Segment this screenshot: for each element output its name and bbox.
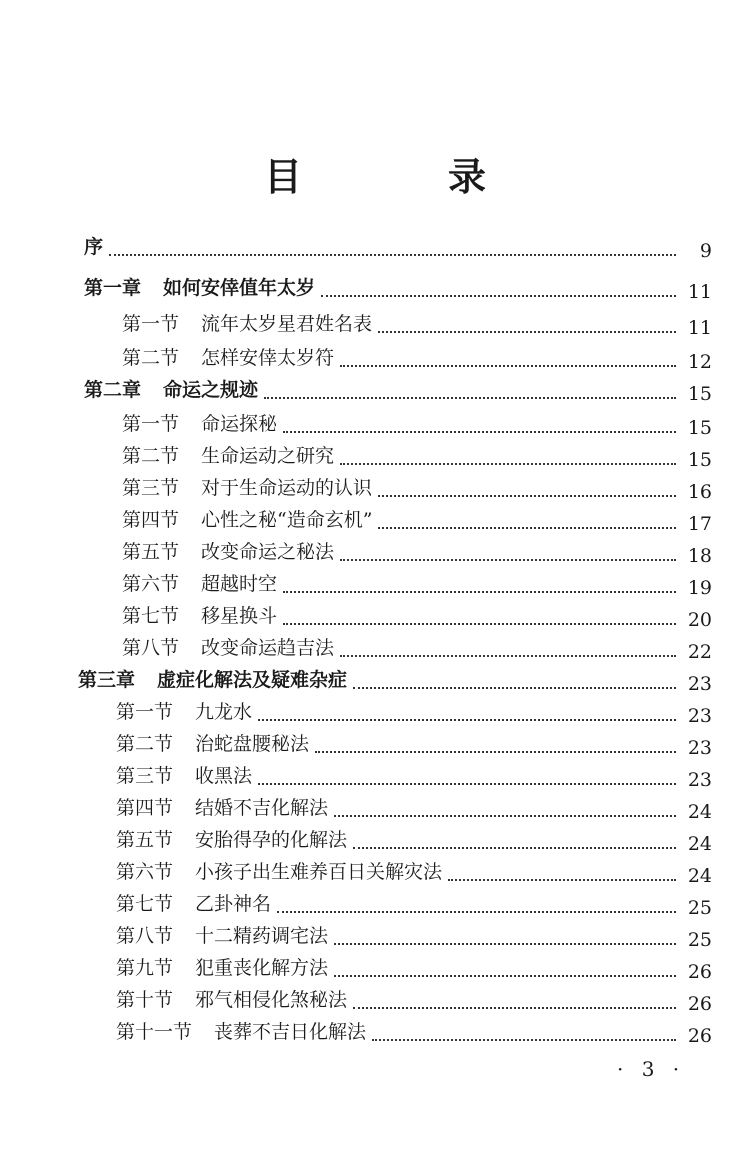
dot-leader bbox=[378, 475, 676, 497]
dot-leader bbox=[277, 891, 676, 913]
toc-section-row bbox=[0, 343, 750, 375]
toc-page-number: 24 bbox=[687, 865, 712, 887]
toc-page-number: 15 bbox=[687, 449, 712, 471]
toc-page-number: 23 bbox=[687, 705, 712, 727]
toc-entry-title: 生命运动之研究 bbox=[201, 445, 335, 467]
toc-section-row bbox=[0, 505, 750, 537]
toc-entry-label bbox=[116, 793, 332, 820]
toc-entry-title: 改变命运之秘法 bbox=[201, 541, 335, 563]
toc-entry-title: 乙卦神名 bbox=[195, 893, 272, 915]
toc-section-row bbox=[0, 793, 750, 825]
toc-entry-label bbox=[116, 1017, 370, 1044]
toc-entry-title: 结婚不吉化解法 bbox=[195, 797, 329, 819]
toc-entry-title: 命运之规迹 bbox=[163, 379, 259, 401]
toc-entry-label bbox=[116, 985, 351, 1012]
toc-entry-title: 安胎得孕的化解法 bbox=[195, 829, 348, 851]
toc-entry-number: 第五节 bbox=[116, 829, 174, 851]
toc-page-number: 15 bbox=[687, 383, 712, 405]
toc-chapter-row bbox=[0, 665, 750, 697]
toc-entry-number: 第九节 bbox=[116, 957, 174, 979]
toc-entry-title: 九龙水 bbox=[195, 701, 253, 723]
dot-leader bbox=[283, 411, 676, 433]
toc-entry-number: 第八节 bbox=[122, 637, 180, 659]
toc-section-row bbox=[0, 953, 750, 985]
toc-entry-label bbox=[122, 537, 338, 564]
toc-entry-number: 第五节 bbox=[122, 541, 180, 563]
dot-leader bbox=[378, 311, 676, 333]
toc-entry-label bbox=[84, 375, 262, 402]
toc-entry-label bbox=[116, 953, 332, 980]
toc-entry-label bbox=[122, 343, 338, 370]
toc-entry-title: 对于生命运动的认识 bbox=[201, 477, 373, 499]
toc-section-row bbox=[0, 441, 750, 473]
toc-entry-title: 丧葬不吉日化解法 bbox=[214, 1021, 367, 1043]
toc-entry-number: 序 bbox=[84, 236, 104, 258]
toc-entry-label bbox=[116, 697, 256, 724]
toc-page-number: 22 bbox=[687, 641, 712, 663]
toc-section-row bbox=[0, 473, 750, 505]
toc-page-number: 19 bbox=[687, 577, 712, 599]
toc-entry-number: 第四节 bbox=[116, 797, 174, 819]
dot-leader bbox=[109, 234, 676, 256]
toc-section-row bbox=[0, 825, 750, 857]
toc-page-number: 26 bbox=[687, 961, 712, 983]
toc-entry-number: 第二章 bbox=[84, 379, 142, 401]
toc-section-row bbox=[0, 1017, 750, 1049]
dot-leader bbox=[378, 507, 676, 529]
toc-entry-title: 超越时空 bbox=[201, 573, 278, 595]
toc-section-row bbox=[0, 889, 750, 921]
toc-section-row bbox=[0, 569, 750, 601]
toc-page-number: 11 bbox=[687, 281, 712, 303]
toc-entry-number: 第一节 bbox=[116, 701, 174, 723]
toc-entry-number: 第二节 bbox=[122, 445, 180, 467]
toc-entry-number: 第三章 bbox=[78, 669, 136, 691]
toc-entry-title: 十二精药调宅法 bbox=[195, 925, 329, 947]
toc-entry-title: 如何安倖值年太岁 bbox=[163, 277, 316, 299]
toc-entry-label bbox=[116, 921, 332, 948]
dot-leader bbox=[264, 377, 676, 399]
toc-entry-label bbox=[84, 273, 319, 300]
toc-page-number: 11 bbox=[687, 317, 712, 339]
toc-section-row bbox=[0, 537, 750, 569]
toc-entry-title: 流年太岁星君姓名表 bbox=[201, 313, 373, 335]
dot-leader bbox=[321, 275, 676, 297]
toc-page-number: 25 bbox=[687, 897, 712, 919]
toc-entry-number: 第四节 bbox=[122, 509, 180, 531]
toc-entry-number: 第三节 bbox=[116, 765, 174, 787]
toc-entry-number: 第一章 bbox=[84, 277, 142, 299]
toc-entry-label bbox=[122, 505, 376, 532]
dot-leader bbox=[353, 987, 676, 1009]
toc-section-row bbox=[0, 633, 750, 665]
dot-leader bbox=[315, 731, 676, 753]
toc-chapter-row bbox=[0, 273, 750, 305]
toc-section-row bbox=[0, 601, 750, 633]
toc-entry-label bbox=[116, 729, 313, 756]
toc-entry-number: 第六节 bbox=[116, 861, 174, 883]
toc-section-row bbox=[0, 309, 750, 341]
dot-leader bbox=[283, 571, 676, 593]
toc-entry-title: 改变命运趋吉法 bbox=[201, 637, 335, 659]
dot-leader bbox=[283, 603, 676, 625]
toc-entry-label bbox=[78, 665, 351, 692]
dot-leader bbox=[372, 1019, 676, 1041]
toc-page-number: 12 bbox=[687, 351, 712, 373]
toc-section-row bbox=[0, 921, 750, 953]
dot-leader bbox=[334, 923, 676, 945]
dot-leader bbox=[353, 827, 676, 849]
toc-section-row bbox=[0, 857, 750, 889]
dot-leader bbox=[258, 763, 676, 785]
dot-leader bbox=[334, 795, 676, 817]
toc-section-row bbox=[0, 697, 750, 729]
toc-entry-number: 第一节 bbox=[122, 313, 180, 335]
toc-entry-number: 第二节 bbox=[122, 347, 180, 369]
toc-section-row bbox=[0, 761, 750, 793]
toc-entry-number: 第八节 bbox=[116, 925, 174, 947]
toc-page-number: 24 bbox=[687, 801, 712, 823]
toc-page-number: 23 bbox=[687, 673, 712, 695]
dot-leader bbox=[448, 859, 676, 881]
toc-entry-number: 第七节 bbox=[116, 893, 174, 915]
dot-leader bbox=[353, 667, 676, 689]
dot-leader bbox=[334, 955, 676, 977]
toc-chapter-row bbox=[0, 375, 750, 407]
toc-entry-title: 心性之秘“造命玄机” bbox=[201, 509, 373, 531]
toc-entry-title: 犯重丧化解方法 bbox=[195, 957, 329, 979]
toc-page-number: 26 bbox=[687, 993, 712, 1015]
dot-leader bbox=[340, 635, 676, 657]
toc-entry-label bbox=[122, 409, 281, 436]
toc-entry-title: 小孩子出生难养百日关解灾法 bbox=[195, 861, 443, 883]
toc-page-number: 20 bbox=[687, 609, 712, 631]
toc-entry-title: 收黑法 bbox=[195, 765, 253, 787]
toc-entry-label bbox=[84, 232, 107, 259]
toc-entry-number: 第三节 bbox=[122, 477, 180, 499]
toc-entry-label bbox=[122, 569, 281, 596]
toc-section-row bbox=[0, 409, 750, 441]
toc-entry-label bbox=[116, 857, 446, 884]
toc-entry-number: 第十一节 bbox=[116, 1021, 193, 1043]
toc-entry-number: 第六节 bbox=[122, 573, 180, 595]
toc-entry-label bbox=[122, 309, 376, 336]
toc-entry-title: 治蛇盘腰秘法 bbox=[195, 733, 310, 755]
toc-chapter-row bbox=[0, 232, 750, 264]
toc-section-row bbox=[0, 985, 750, 1017]
toc-section-row bbox=[0, 729, 750, 761]
toc-entry-label bbox=[122, 633, 338, 660]
toc-entry-title: 邪气相侵化煞秘法 bbox=[195, 989, 348, 1011]
toc-entry-number: 第七节 bbox=[122, 605, 180, 627]
toc-entry-label bbox=[122, 473, 376, 500]
toc-entry-title: 虚症化解法及疑难杂症 bbox=[157, 669, 348, 691]
toc-entry-number: 第十节 bbox=[116, 989, 174, 1011]
toc-page-number: 23 bbox=[687, 769, 712, 791]
toc-entry-label bbox=[116, 761, 256, 788]
toc-entry-label bbox=[116, 889, 275, 916]
toc-entry-number: 第二节 bbox=[116, 733, 174, 755]
toc-page-number: 25 bbox=[687, 929, 712, 951]
toc-page-number: 16 bbox=[687, 481, 712, 503]
dot-leader bbox=[340, 443, 676, 465]
toc-entry-number: 第一节 bbox=[122, 413, 180, 435]
toc-entry-title: 命运探秘 bbox=[201, 413, 278, 435]
toc-page-number: 23 bbox=[687, 737, 712, 759]
toc-entry-label bbox=[122, 601, 281, 628]
toc-page-number: 24 bbox=[687, 833, 712, 855]
dot-leader bbox=[340, 345, 676, 367]
toc-entry-title: 移星换斗 bbox=[201, 605, 278, 627]
dot-leader bbox=[340, 539, 676, 561]
toc-page-number: 26 bbox=[687, 1025, 712, 1047]
toc-entry-title: 怎样安倖太岁符 bbox=[201, 347, 335, 369]
toc-entry-label bbox=[116, 825, 351, 852]
dot-leader bbox=[258, 699, 676, 721]
toc-page-number: 18 bbox=[687, 545, 712, 567]
page-number: · 3 · bbox=[617, 1057, 686, 1081]
page-title: 目 录 bbox=[263, 155, 540, 199]
toc-entry-label bbox=[122, 441, 338, 468]
toc-page-number: 17 bbox=[687, 513, 712, 535]
toc-page-number: 15 bbox=[687, 417, 712, 439]
toc-page-number: 9 bbox=[699, 240, 712, 262]
